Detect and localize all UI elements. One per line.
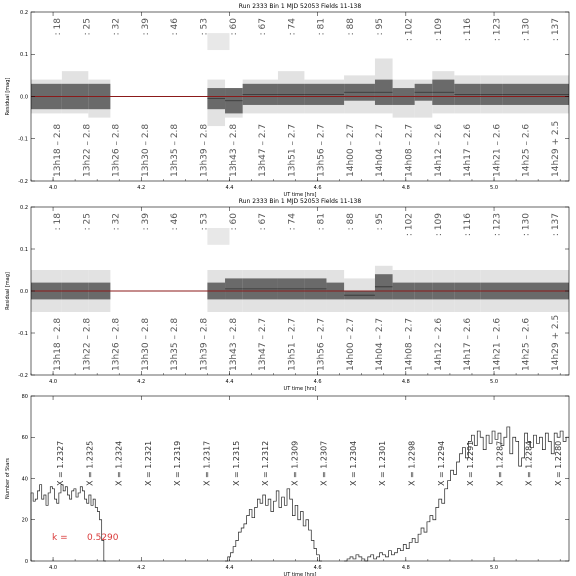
field-number-label: : 32 (111, 213, 122, 231)
field-time-label: 13h47 – 2.7 (258, 123, 269, 177)
field-number-label: : 74 (287, 18, 298, 36)
x-tick-label: 5.0 (490, 565, 499, 571)
field-number-label: : 130 (521, 213, 532, 237)
y-tick-label: -0.2 (18, 178, 28, 185)
airmass-label: X = 1.2325 (85, 440, 95, 486)
field-time-label: 13h51 – 2.7 (287, 317, 298, 371)
field-time-label: 13h26 – 2.8 (111, 123, 122, 177)
airmass-label: X = 1.2324 (114, 440, 124, 486)
extinction-k-value: 0.5290 (87, 533, 119, 543)
field-number-label: : 46 (170, 18, 181, 36)
airmass-label: X = 1.2287 (495, 440, 505, 486)
field-time-label: 14h29 + 2.5 (551, 120, 561, 177)
airmass-label: X = 1.2319 (173, 440, 183, 486)
field-time-label: 13h30 – 2.8 (140, 123, 151, 177)
airmass-label: X = 1.2307 (319, 440, 329, 486)
field-time-label: 14h12 – 2.6 (433, 317, 444, 371)
x-tick-label: 4.0 (49, 565, 58, 571)
field-number-label: : 25 (82, 18, 93, 36)
airmass-label: X = 1.2317 (202, 440, 212, 486)
airmass-label: X = 1.2309 (290, 440, 300, 486)
field-time-label: 14h04 – 2.7 (375, 317, 386, 371)
field-time-label: 13h39 – 2.8 (199, 317, 210, 371)
x-tick-label: 4.4 (225, 379, 234, 385)
airmass-label: X = 1.2304 (348, 440, 358, 486)
field-time-label: 13h43 – 2.8 (228, 123, 239, 177)
y-tick-label: 0.0 (20, 94, 28, 101)
field-time-label: 13h35 – 2.8 (170, 123, 181, 177)
field-time-label: 14h25 – 2.6 (521, 317, 532, 371)
field-time-label: 13h30 – 2.8 (140, 317, 151, 371)
y-tick-label: 0 (24, 558, 28, 565)
x-axis-label: UT time [hrs] (283, 192, 317, 198)
chart-title: Run 2333 Bin 1 MJD 52053 Fields 11-138 (238, 198, 362, 205)
field-time-label: 14h21 – 2.6 (492, 123, 503, 177)
field-time-label: 13h35 – 2.8 (170, 317, 181, 371)
x-tick-label: 5.0 (490, 379, 499, 385)
field-number-label: : 137 (551, 18, 561, 42)
airmass-label: X = 1.2312 (261, 440, 271, 486)
x-tick-label: 5.0 (490, 185, 499, 191)
y-tick-label: 0.1 (20, 52, 28, 59)
y-tick-label: 0.1 (20, 246, 28, 253)
x-axis-label: UT time [hrs] (283, 572, 317, 576)
field-time-label: 14h00 – 2.7 (345, 317, 356, 371)
field-number-label: : 130 (521, 18, 532, 42)
residual-outlier-band (207, 228, 229, 245)
field-number-label: : 53 (199, 213, 210, 231)
y-tick-label: 20 (21, 517, 28, 524)
airmass-label: X = 1.2301 (378, 440, 388, 486)
field-number-label: : 60 (228, 213, 239, 231)
y-tick-label: 0.0 (20, 288, 28, 295)
x-tick-label: 4.6 (313, 185, 322, 191)
y-tick-label: -0.2 (18, 372, 28, 379)
airmass-label: X = 1.2298 (407, 440, 417, 486)
field-number-label: : 95 (375, 18, 386, 36)
field-time-label: 14h08 – 2.7 (404, 317, 415, 371)
field-number-label: : 81 (316, 213, 327, 231)
y-tick-label: -0.1 (18, 330, 28, 337)
field-number-label: : 102 (404, 18, 415, 42)
star-count-histogram (225, 489, 322, 561)
field-number-label: : 53 (199, 18, 210, 36)
airmass-label: X = 1.2327 (56, 440, 65, 486)
airmass-label: X = 1.2291 (466, 440, 476, 486)
y-tick-label: 60 (21, 435, 28, 442)
field-time-label: 14h12 – 2.6 (433, 123, 444, 177)
field-time-label: 13h22 – 2.8 (82, 123, 93, 177)
y-tick-label: 0.2 (20, 9, 28, 16)
field-number-label: : 67 (258, 18, 269, 36)
field-time-label: 13h39 – 2.8 (199, 123, 210, 177)
y-tick-label: 40 (21, 476, 28, 483)
field-number-label: : 88 (345, 213, 356, 231)
field-number-label: : 95 (375, 213, 386, 231)
field-time-label: 14h04 – 2.7 (375, 123, 386, 177)
field-number-label: : 123 (492, 17, 503, 42)
field-number-label: : 109 (433, 18, 444, 42)
field-number-label: : 18 (53, 18, 63, 36)
residual-panel-middle (5, 198, 569, 392)
x-tick-label: 4.6 (313, 565, 322, 571)
x-axis-label: UT time [hrs] (283, 386, 317, 392)
chart-title: Run 2333 Bin 1 MJD 52053 Fields 11-138 (238, 3, 362, 10)
residual-panel-top (5, 3, 569, 198)
y-tick-label: 0.2 (20, 204, 28, 211)
field-number-label: : 39 (140, 213, 151, 231)
field-number-label: : 32 (111, 17, 122, 36)
airmass-label: X = 1.2280 (554, 440, 563, 486)
field-time-label: 13h47 – 2.7 (258, 317, 269, 371)
y-axis-label: Number of Stars (5, 458, 11, 499)
field-time-label: 14h21 – 2.6 (492, 317, 503, 371)
field-number-label: : 88 (345, 18, 356, 36)
airmass-label: X = 1.2294 (436, 440, 446, 486)
field-number-label: : 123 (492, 212, 503, 237)
y-axis-label: Residual [mag] (5, 272, 11, 310)
field-time-label: 13h26 – 2.8 (111, 317, 122, 371)
x-tick-label: 4.0 (49, 379, 58, 385)
field-number-label: : 102 (404, 213, 415, 237)
field-time-label: 13h18 – 2.8 (53, 317, 63, 371)
field-number-label: : 109 (433, 213, 444, 237)
field-time-label: 13h43 – 2.8 (228, 317, 239, 371)
airmass-label: X = 1.2284 (524, 440, 534, 486)
field-number-label: : 81 (316, 18, 327, 36)
x-tick-label: 4.2 (137, 379, 146, 385)
field-number-label: : 39 (140, 18, 151, 36)
y-axis-label: Residual [mag] (5, 77, 11, 116)
field-number-label: : 18 (53, 213, 63, 231)
field-number-label: : 67 (258, 213, 269, 231)
x-tick-label: 4.8 (401, 379, 410, 385)
field-time-label: 14h29 + 2.5 (551, 314, 561, 371)
x-tick-label: 4.2 (137, 565, 146, 571)
field-time-label: 14h25 – 2.6 (521, 123, 532, 177)
x-tick-label: 4.6 (313, 379, 322, 385)
star-count-histogram (31, 485, 106, 561)
extinction-k-label: k = (52, 533, 68, 543)
field-number-label: : 137 (551, 213, 561, 237)
x-tick-label: 4.8 (401, 185, 410, 191)
star-count-panel (5, 394, 569, 576)
field-time-label: 13h51 – 2.7 (287, 123, 298, 177)
y-tick-label: 80 (21, 393, 28, 400)
field-time-label: 13h22 – 2.8 (82, 317, 93, 371)
airmass-label: X = 1.2321 (143, 440, 153, 486)
field-time-label: 14h08 – 2.7 (404, 123, 415, 177)
residual-outlier-band (207, 33, 229, 50)
field-time-label: 13h56 – 2.7 (316, 317, 327, 371)
field-number-label: : 116 (463, 18, 474, 42)
field-number-label: : 25 (82, 213, 93, 231)
x-tick-label: 4.4 (225, 565, 234, 571)
field-time-label: 13h56 – 2.7 (316, 123, 327, 177)
field-time-label: 14h00 – 2.7 (345, 123, 356, 177)
x-tick-label: 4.8 (401, 565, 410, 571)
field-time-label: 14h17 – 2.6 (463, 317, 474, 371)
field-number-label: : 116 (463, 213, 474, 237)
field-time-label: 13h18 – 2.8 (53, 123, 63, 177)
x-tick-label: 4.0 (49, 185, 58, 191)
field-number-label: : 74 (287, 213, 298, 231)
x-tick-label: 4.4 (225, 185, 234, 191)
field-number-label: : 46 (170, 213, 181, 231)
field-number-label: : 60 (228, 18, 239, 36)
x-tick-label: 4.2 (137, 185, 146, 191)
airmass-label: X = 1.2315 (231, 440, 241, 486)
field-time-label: 14h17 – 2.6 (463, 123, 474, 177)
y-tick-label: -0.1 (18, 136, 28, 143)
